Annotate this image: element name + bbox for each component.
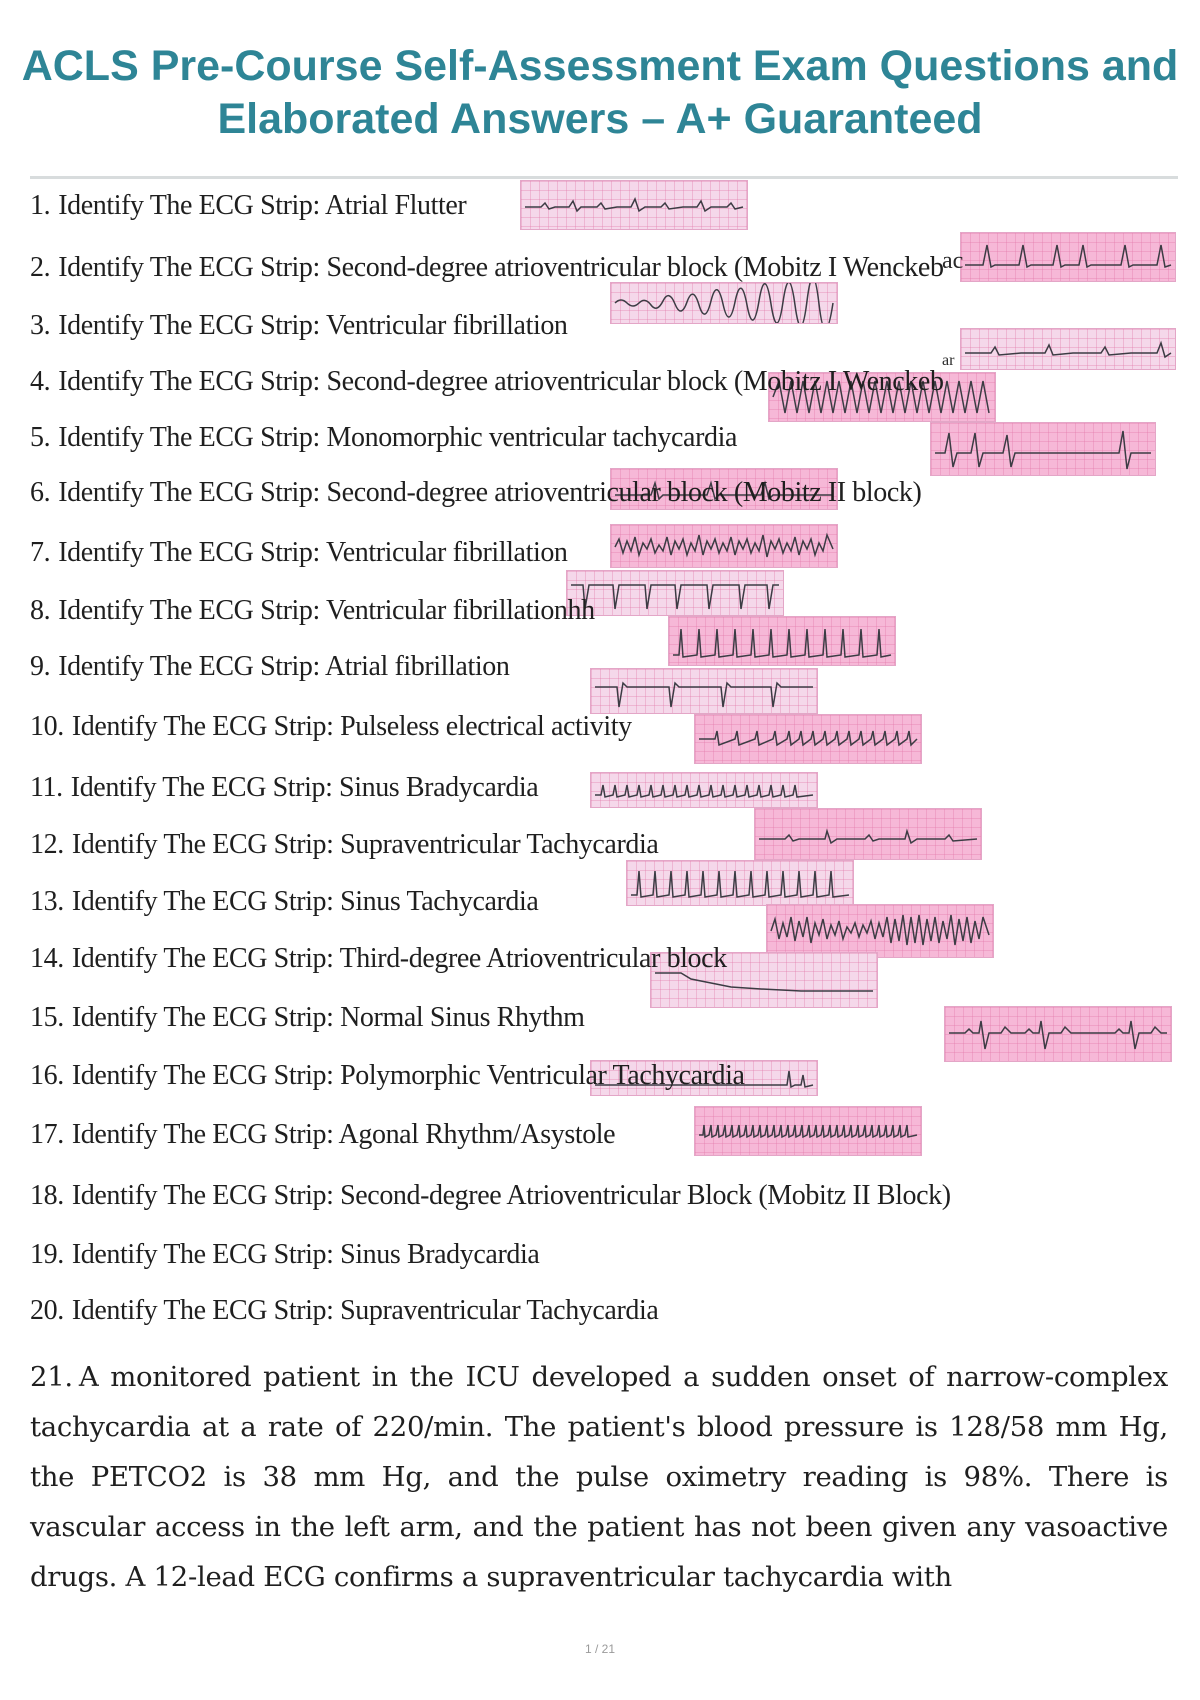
- question-12: 12. Identify The ECG Strip: Supraventricular Tachycardia: [30, 829, 659, 860]
- question-16: 16. Identify The ECG Strip: Polymorphic Ventricular Tachycardia: [30, 1060, 745, 1091]
- ecg-strip-image: [694, 714, 922, 764]
- question-6: 6. Identify The ECG Strip: Second-degree atrioventricular block (Mobitz II block): [30, 477, 922, 508]
- question-2: 2. Identify The ECG Strip: Second-degree atrioventricular block (Mobitz I Wenckeb: [30, 252, 944, 283]
- ecg-strip-image: [960, 232, 1176, 282]
- text-fragment: ac: [942, 248, 964, 274]
- question-9: 9. Identify The ECG Strip: Atrial fibrillation: [30, 651, 510, 682]
- ecg-strip-image: [754, 808, 982, 860]
- page-number: 1 / 21: [584, 1642, 616, 1656]
- ecg-strip-image: [960, 328, 1176, 370]
- question-11: 11. Identify The ECG Strip: Sinus Bradycardia: [30, 772, 539, 803]
- ecg-strip-image: [626, 860, 854, 906]
- question-18: 18. Identify The ECG Strip: Second-degree Atrioventricular Block (Mobitz II Block): [30, 1180, 951, 1211]
- question-20: 20. Identify The ECG Strip: Supraventricular Tachycardia: [30, 1295, 659, 1326]
- ecg-strip-image: [610, 282, 838, 324]
- ecg-strip-image: [520, 180, 748, 230]
- ecg-strip-image: [590, 772, 818, 808]
- document-title: [0, 40, 1200, 146]
- question-17: 17. Identify The ECG Strip: Agonal Rhythm/Asystole: [30, 1119, 616, 1150]
- title-line-2: Elaborated Answers – A+ Guaranteed: [217, 95, 983, 143]
- title-line-1: ACLS Pre-Course Self-Assessment Exam Questions and: [21, 42, 1179, 90]
- question-10: 10. Identify The ECG Strip: Pulseless electrical activity: [30, 711, 632, 742]
- question-5: 5. Identify The ECG Strip: Monomorphic ventricular tachycardia: [30, 422, 737, 453]
- ecg-strip-image: [590, 668, 818, 714]
- ecg-strip-image: [694, 1106, 922, 1156]
- ecg-strip-image: [566, 570, 784, 616]
- question-21-number: 21.: [30, 1361, 73, 1393]
- question-15: 15. Identify The ECG Strip: Normal Sinus Rhythm: [30, 1002, 585, 1033]
- ecg-strip-image: [930, 422, 1156, 476]
- question-13: 13. Identify The ECG Strip: Sinus Tachycardia: [30, 886, 539, 917]
- title-divider: [30, 176, 1178, 179]
- question-8: 8. Identify The ECG Strip: Ventricular fibrillationhh: [30, 595, 595, 626]
- question-21-text: A monitored patient in the ICU developed a sudden onset of narrow-complex tachycardia at a rate of 220/min. The patient's blood pressure is 128/58 mm Hg, the PETCO2 is 38 mm Hg, and the pulse oximetry reading is 98%. There is vascular access in the left arm, and the patient has not been given any vasoactive drugs. A 12-lead ECG confirms a supraventricular tachycardia with: [30, 1361, 1168, 1593]
- question-7: 7. Identify The ECG Strip: Ventricular fibrillation: [30, 537, 568, 568]
- ecg-strip-image: [668, 616, 896, 666]
- ecg-strip-image: [766, 904, 994, 958]
- question-21: [30, 1352, 1168, 1602]
- question-3: 3. Identify The ECG Strip: Ventricular fibrillation: [30, 310, 568, 341]
- ecg-strip-image: [610, 524, 838, 568]
- text-fragment: ar: [942, 352, 955, 369]
- ecg-strip-image: [944, 1006, 1172, 1062]
- question-19: 19. Identify The ECG Strip: Sinus Bradycardia: [30, 1239, 540, 1270]
- question-4: 4. Identify The ECG Strip: Second-degree atrioventricular block (Mobitz I Wenckeb: [30, 366, 944, 397]
- question-1: 1. Identify The ECG Strip: Atrial Flutter: [30, 190, 467, 221]
- question-14: 14. Identify The ECG Strip: Third-degree Atrioventricular block: [30, 943, 727, 974]
